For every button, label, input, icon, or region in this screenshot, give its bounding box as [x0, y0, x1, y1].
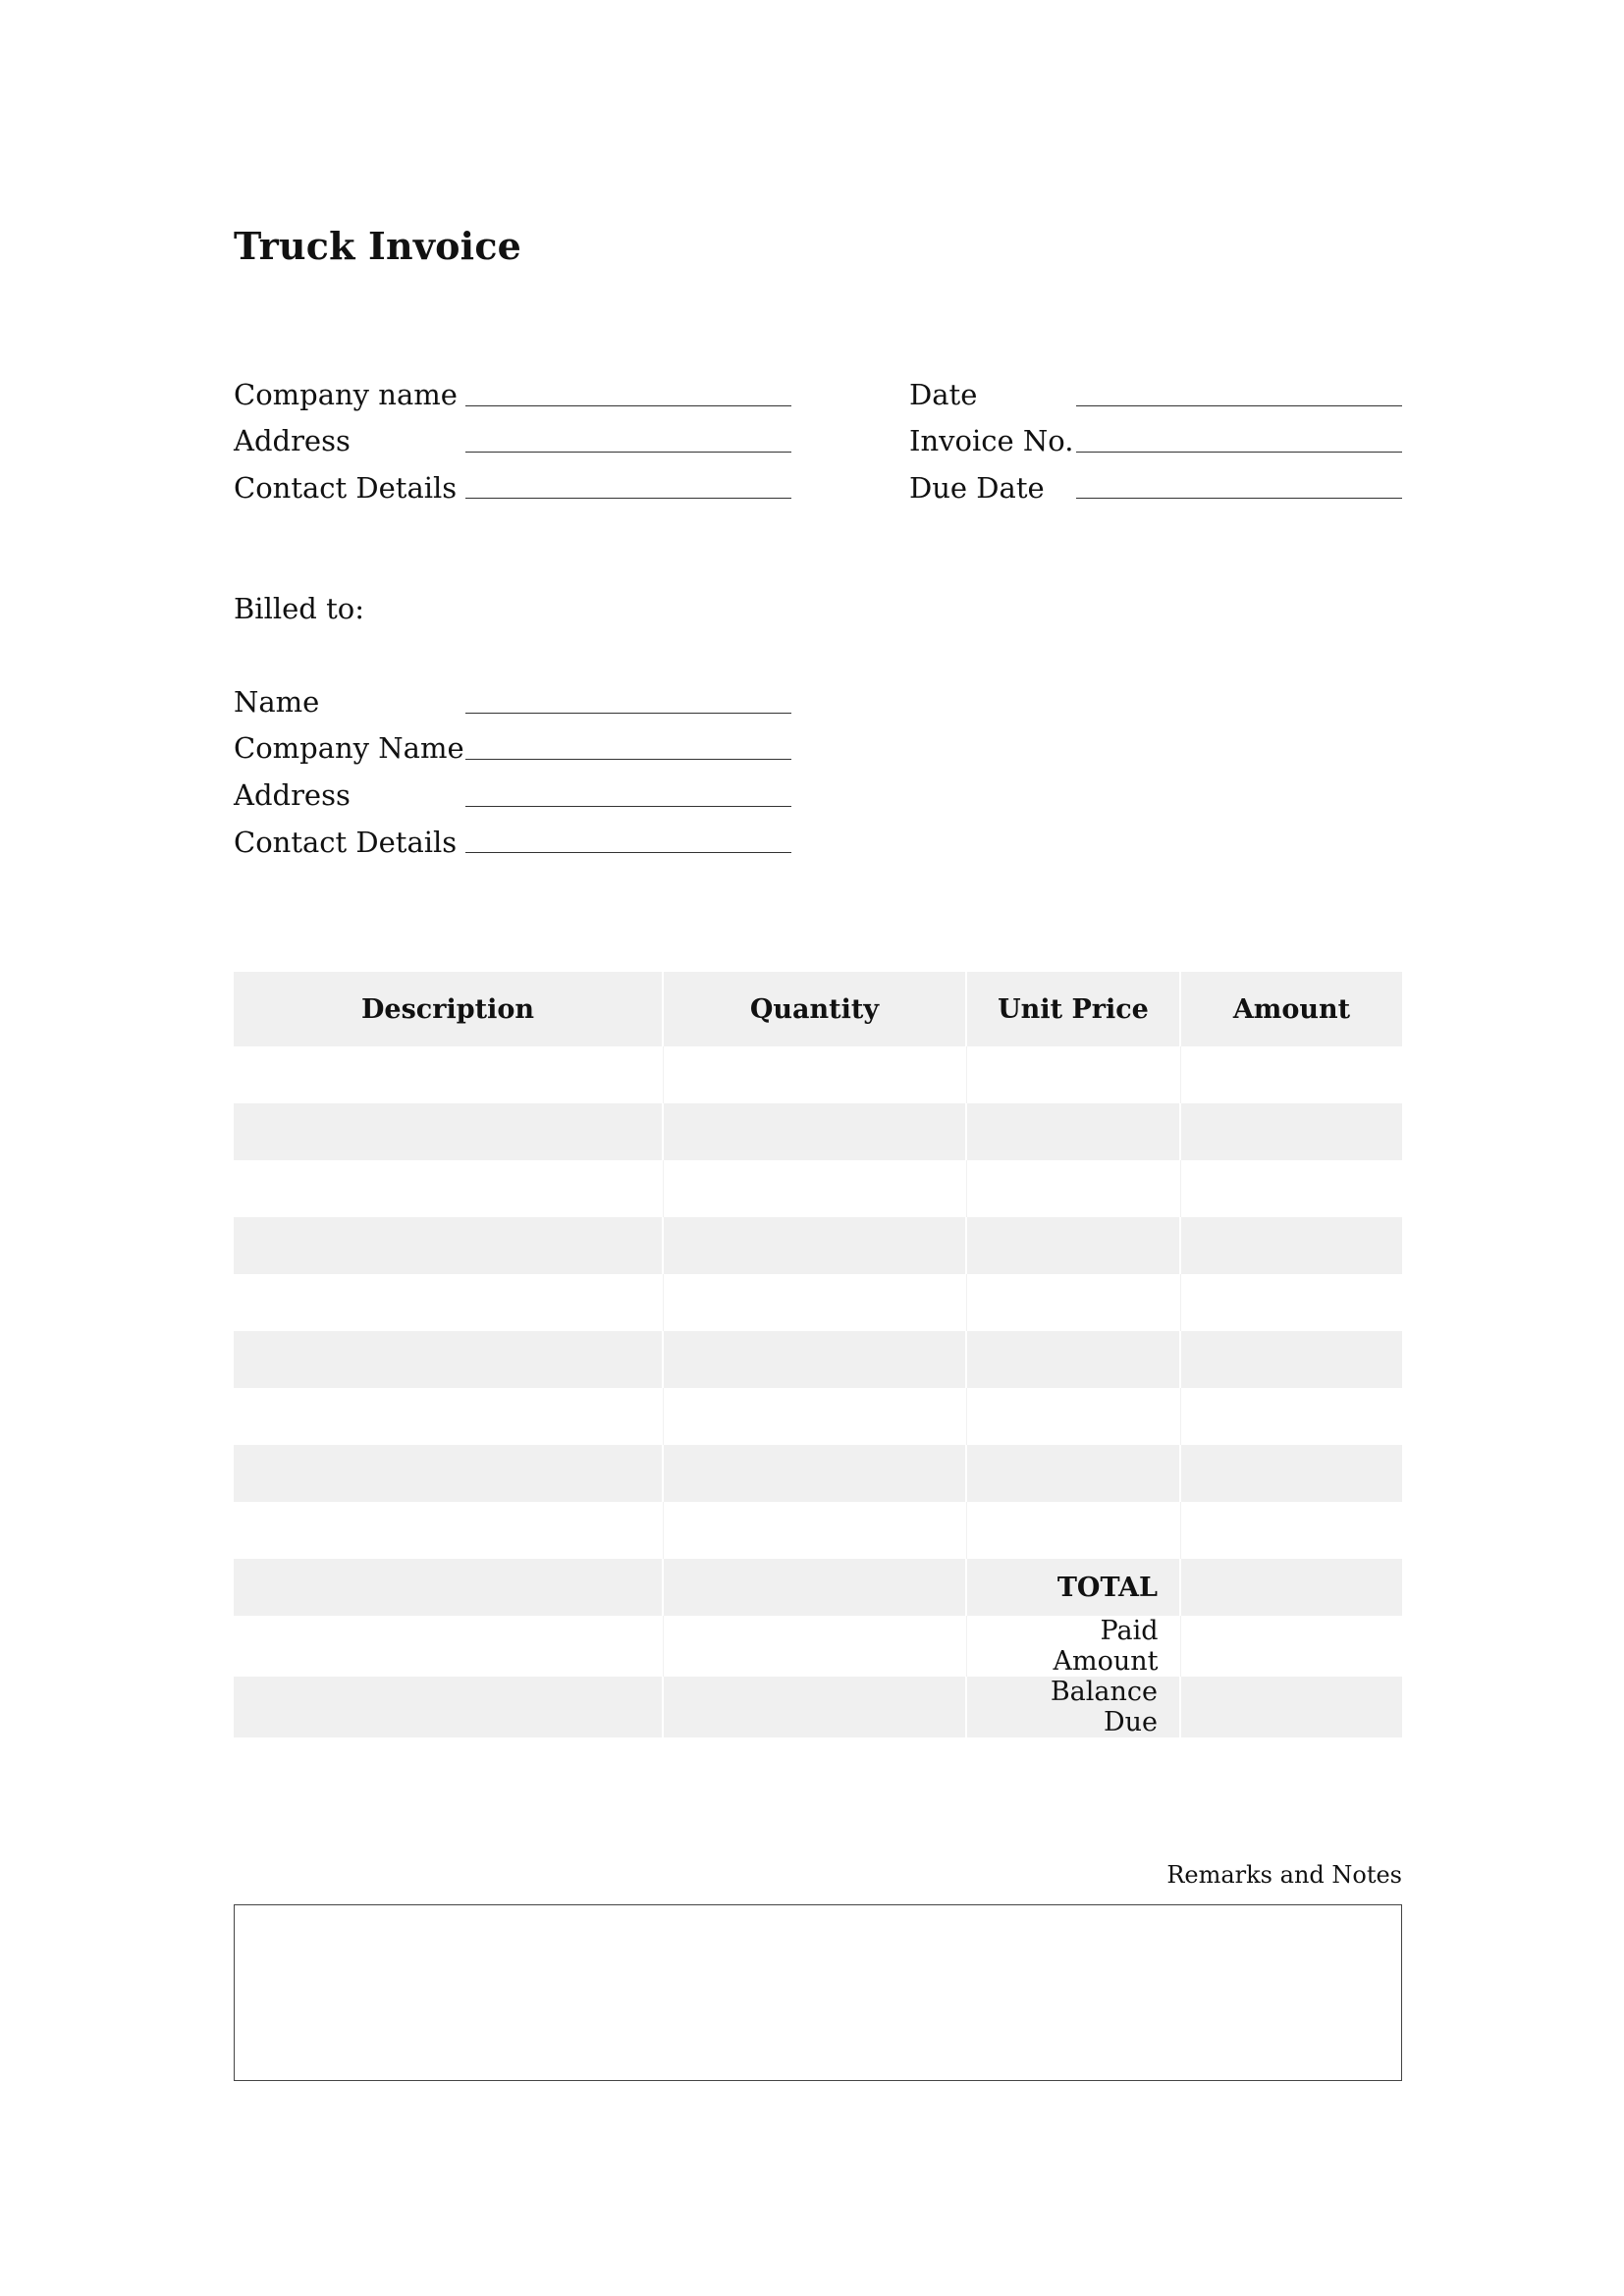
description-cell[interactable] — [234, 1217, 663, 1274]
table-row — [234, 1217, 1402, 1274]
billed-to-heading: Billed to: — [234, 592, 364, 625]
paid-amount-row — [234, 1616, 1402, 1677]
billed-company-field[interactable] — [465, 759, 791, 760]
quantity-cell[interactable] — [663, 1388, 966, 1445]
due-date-field[interactable] — [1076, 498, 1402, 499]
billed-name-field[interactable] — [465, 713, 791, 714]
table-row — [234, 1103, 1402, 1160]
unit-price-cell[interactable] — [966, 1331, 1180, 1388]
empty-cell — [663, 1677, 966, 1737]
sender-contact-label: Contact Details — [234, 471, 458, 505]
quantity-cell[interactable] — [663, 1274, 966, 1331]
unit-price-cell[interactable] — [966, 1217, 1180, 1274]
unit-price-cell[interactable] — [966, 1445, 1180, 1502]
amount-cell[interactable] — [1180, 1502, 1402, 1559]
quantity-cell[interactable] — [663, 1445, 966, 1502]
billed-address-field[interactable] — [465, 806, 791, 807]
description-cell[interactable] — [234, 1445, 663, 1502]
table-row — [234, 1274, 1402, 1331]
quantity-cell[interactable] — [663, 1502, 966, 1559]
table-row — [234, 1445, 1402, 1502]
quantity-cell[interactable] — [663, 1103, 966, 1160]
balance-due-cell[interactable] — [1180, 1677, 1402, 1737]
header-amount: Amount — [1180, 972, 1402, 1046]
paid-amount-label: Paid Amount — [966, 1616, 1180, 1677]
unit-price-cell[interactable] — [966, 1388, 1180, 1445]
unit-price-cell[interactable] — [966, 1160, 1180, 1217]
description-cell[interactable] — [234, 1103, 663, 1160]
header-unit-price: Unit Price — [966, 972, 1180, 1046]
date-label: Date — [909, 378, 978, 411]
table-row — [234, 1331, 1402, 1388]
remarks-textarea[interactable] — [234, 1904, 1402, 2081]
billed-address-label: Address — [234, 778, 351, 812]
invoice-items-table — [234, 972, 1402, 1737]
unit-price-cell[interactable] — [966, 1502, 1180, 1559]
empty-cell — [663, 1559, 966, 1616]
header-description: Description — [234, 972, 663, 1046]
table-row — [234, 1046, 1402, 1103]
table-row — [234, 1388, 1402, 1445]
amount-cell[interactable] — [1180, 1217, 1402, 1274]
company-name-field[interactable] — [465, 405, 791, 406]
sender-address-label: Address — [234, 424, 351, 457]
empty-cell — [234, 1677, 663, 1737]
total-amount-cell[interactable] — [1180, 1559, 1402, 1616]
table-row — [234, 1502, 1402, 1559]
quantity-cell[interactable] — [663, 1160, 966, 1217]
description-cell[interactable] — [234, 1331, 663, 1388]
amount-cell[interactable] — [1180, 1046, 1402, 1103]
unit-price-cell[interactable] — [966, 1274, 1180, 1331]
quantity-cell[interactable] — [663, 1046, 966, 1103]
billed-name-label: Name — [234, 685, 320, 719]
date-field[interactable] — [1076, 405, 1402, 406]
empty-cell — [234, 1616, 663, 1677]
invoice-no-field[interactable] — [1076, 452, 1402, 453]
description-cell[interactable] — [234, 1160, 663, 1217]
quantity-cell[interactable] — [663, 1331, 966, 1388]
amount-cell[interactable] — [1180, 1331, 1402, 1388]
header-quantity: Quantity — [663, 972, 966, 1046]
amount-cell[interactable] — [1180, 1103, 1402, 1160]
total-row — [234, 1559, 1402, 1616]
invoice-no-label: Invoice No. — [909, 424, 1074, 457]
billed-contact-label: Contact Details — [234, 826, 458, 859]
amount-cell[interactable] — [1180, 1445, 1402, 1502]
description-cell[interactable] — [234, 1274, 663, 1331]
amount-cell[interactable] — [1180, 1160, 1402, 1217]
amount-cell[interactable] — [1180, 1388, 1402, 1445]
unit-price-cell[interactable] — [966, 1046, 1180, 1103]
quantity-cell[interactable] — [663, 1217, 966, 1274]
total-label: TOTAL — [966, 1559, 1180, 1616]
empty-cell — [234, 1559, 663, 1616]
balance-due-row — [234, 1677, 1402, 1737]
description-cell[interactable] — [234, 1388, 663, 1445]
remarks-label: Remarks and Notes — [1166, 1861, 1402, 1889]
sender-contact-field[interactable] — [465, 498, 791, 499]
empty-cell — [663, 1616, 966, 1677]
description-cell[interactable] — [234, 1502, 663, 1559]
balance-due-label: Balance Due — [966, 1677, 1180, 1737]
amount-cell[interactable] — [1180, 1274, 1402, 1331]
description-cell[interactable] — [234, 1046, 663, 1103]
sender-address-field[interactable] — [465, 452, 791, 453]
unit-price-cell[interactable] — [966, 1103, 1180, 1160]
due-date-label: Due Date — [909, 471, 1045, 505]
page-title: Truck Invoice — [234, 224, 522, 268]
company-name-label: Company name — [234, 378, 458, 411]
table-header-row — [234, 972, 1402, 1046]
paid-amount-cell[interactable] — [1180, 1616, 1402, 1677]
billed-contact-field[interactable] — [465, 852, 791, 853]
billed-company-label: Company Name — [234, 731, 464, 765]
table-row — [234, 1160, 1402, 1217]
